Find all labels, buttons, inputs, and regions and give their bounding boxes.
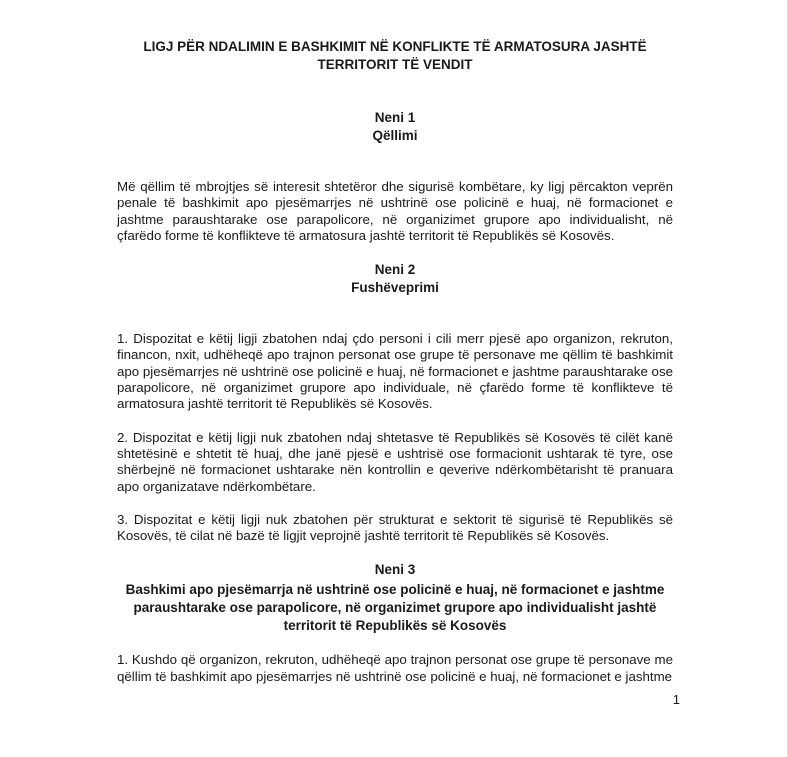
title-line-1: LIGJ PËR NDALIMIN E BASHKIMIT NË KONFLIKTE TË ARMATOSURA JASHTË — [143, 39, 647, 54]
article-2-paragraph-1: 1. Dispozitat e këtij ligji zbatohen ndaj çdo personi i cili merr pjesë apo organizon, rekruton, financon, nxit, udhëheqë apo trajnon personat ose grupe të personave me qëllim të bashkimit apo pjesëmarrjes në ushtrinë ose policinë e huaj, në formacionet e jashtme paraushtarake ose parapolicore, në organizimet grupore apo individuale, në çfarëdo forme të konflikteve të armatosura jashtë territorit të Republikës së Kosovës. — [117, 331, 673, 412]
title-line-2: TERRITORIT TË VENDIT — [317, 57, 473, 72]
article-1-paragraph-1: Më qëllim të mbrojtjes së interesit shtetëror dhe sigurisë kombëtare, ky ligj përcakton veprën penale të bashkimit apo pjesëmarrjes në ushtrinë ose policinë e huaj, në formacionet e jashtme paraushtarake ose parapolicore, në organizimet grupore apo individualisht, në çfarëdo forme të konflikteve të armatosura jashtë territorit të Republikës së Kosovës. — [117, 179, 673, 243]
article-2-heading: Fushëveprimi — [351, 280, 439, 296]
article-1 — [117, 109, 673, 244]
article-2-paragraph-3: 3. Dispozitat e këtij ligji nuk zbatohen për strukturat e sektorit të sigurisë të Republikës së Kosovës, të cilat në bazë të ligjit veprojnë jashtë territorit të Republikës së Kosovës. — [117, 511, 673, 544]
article-1-number: Neni 1 — [374, 110, 416, 125]
article-3-number: Neni 3 — [374, 562, 416, 578]
article-2-paragraph-2: 2. Dispozitat e këtij ligji nuk zbatohen ndaj shtetasve të Republikës së Kosovës të cilët kanë shtetësinë e shtetit të huaj, dhe janë pjesë e ushtrisë ose formacionit ushtarak të tyre, ose shërbejnë në formacionet ushtarake nën kontrollin e qeverive ndërkombëtarisht të pranuara apo organizatave ndërkombëtare. — [117, 429, 673, 494]
article-3-heading: Bashkimi apo pjesëmarrja në ushtrinë ose policinë e huaj, në formacionet e jashtme paraushtarake ose parapolicore, në organizimet grupore apo individualisht jashtë territorit të Republikës së Kosovës — [125, 582, 665, 634]
page-number: 1 — [672, 692, 680, 707]
article-1-heading: Qëllimi — [372, 128, 418, 143]
article-3 — [117, 561, 673, 685]
page-content — [117, 38, 673, 685]
document-title — [117, 38, 673, 74]
article-3-paragraph-1: 1. Kushdo që organizon, rekruton, udhëheqë apo trajnon personat ose grupe të personave me qëllim të bashkimit apo pjesëmarrjes në ushtrinë ose policinë e huaj, në formacionet e jashtme — [117, 652, 673, 684]
article-2 — [117, 261, 673, 544]
article-2-number: Neni 2 — [374, 262, 416, 278]
